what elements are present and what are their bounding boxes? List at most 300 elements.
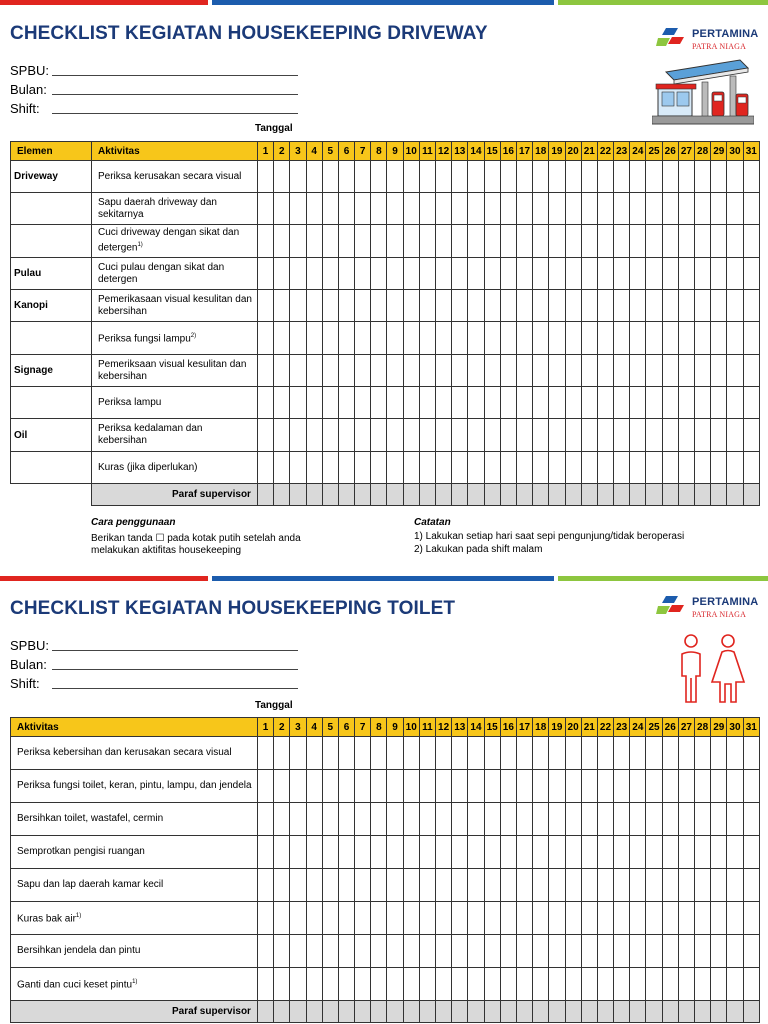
driveway-row-8-day-23-cell[interactable]: [614, 387, 630, 419]
toilet-row-3-day-26-cell[interactable]: [662, 803, 678, 836]
driveway-row-3-day-12-cell[interactable]: [436, 225, 452, 258]
toilet-row-1-day-18-cell[interactable]: [533, 737, 549, 770]
driveway-row-1-day-5-cell[interactable]: [322, 161, 338, 193]
driveway-row-9-day-3-cell[interactable]: [290, 419, 306, 452]
driveway-row-5-day-31-cell[interactable]: [743, 290, 759, 322]
driveway-row-7-day-28-cell[interactable]: [695, 355, 711, 387]
driveway-row-10-day-6-cell[interactable]: [338, 452, 354, 484]
toilet-row-3-day-15-cell[interactable]: [484, 803, 500, 836]
toilet-row-7-day-7-cell[interactable]: [355, 935, 371, 968]
driveway-paraf-day-7-cell[interactable]: [355, 484, 371, 506]
toilet-row-5-day-31-cell[interactable]: [743, 869, 759, 902]
driveway-row-6-day-6-cell[interactable]: [338, 322, 354, 355]
driveway-row-1-day-4-cell[interactable]: [306, 161, 322, 193]
driveway-row-7-day-13-cell[interactable]: [452, 355, 468, 387]
driveway-paraf-day-30-cell[interactable]: [727, 484, 743, 506]
toilet-row-3-day-10-cell[interactable]: [403, 803, 419, 836]
toilet-row-1-day-8-cell[interactable]: [371, 737, 387, 770]
driveway-row-4-day-14-cell[interactable]: [468, 258, 484, 290]
driveway-row-5-day-11-cell[interactable]: [419, 290, 435, 322]
driveway-row-3-day-29-cell[interactable]: [711, 225, 727, 258]
toilet-row-2-day-7-cell[interactable]: [355, 770, 371, 803]
driveway-row-9-day-20-cell[interactable]: [565, 419, 581, 452]
driveway-row-2-day-15-cell[interactable]: [484, 193, 500, 225]
toilet-bulan-field[interactable]: [10, 657, 300, 675]
toilet-row-8-day-27-cell[interactable]: [678, 968, 694, 1001]
toilet-row-8-day-18-cell[interactable]: [533, 968, 549, 1001]
driveway-row-4-day-13-cell[interactable]: [452, 258, 468, 290]
driveway-row-3-day-20-cell[interactable]: [565, 225, 581, 258]
driveway-row-5-day-16-cell[interactable]: [500, 290, 516, 322]
driveway-paraf-day-29-cell[interactable]: [711, 484, 727, 506]
toilet-row-4-day-30-cell[interactable]: [727, 836, 743, 869]
toilet-row-5-day-27-cell[interactable]: [678, 869, 694, 902]
toilet-row-5-day-8-cell[interactable]: [371, 869, 387, 902]
toilet-paraf-day-21-cell[interactable]: [581, 1001, 597, 1023]
driveway-row-8-day-13-cell[interactable]: [452, 387, 468, 419]
toilet-row-6-day-16-cell[interactable]: [500, 902, 516, 935]
driveway-row-4-day-22-cell[interactable]: [597, 258, 613, 290]
driveway-row-1-day-17-cell[interactable]: [516, 161, 532, 193]
toilet-row-2-day-10-cell[interactable]: [403, 770, 419, 803]
driveway-row-7-day-7-cell[interactable]: [355, 355, 371, 387]
driveway-row-8-day-21-cell[interactable]: [581, 387, 597, 419]
toilet-row-7-day-13-cell[interactable]: [452, 935, 468, 968]
toilet-row-3-day-19-cell[interactable]: [549, 803, 565, 836]
driveway-row-6-day-18-cell[interactable]: [533, 322, 549, 355]
driveway-row-7-day-4-cell[interactable]: [306, 355, 322, 387]
toilet-row-8-day-13-cell[interactable]: [452, 968, 468, 1001]
toilet-row-7-day-8-cell[interactable]: [371, 935, 387, 968]
toilet-row-7-day-6-cell[interactable]: [338, 935, 354, 968]
driveway-row-1-day-29-cell[interactable]: [711, 161, 727, 193]
toilet-row-2-day-23-cell[interactable]: [614, 770, 630, 803]
driveway-row-4-day-25-cell[interactable]: [646, 258, 662, 290]
driveway-row-10-day-13-cell[interactable]: [452, 452, 468, 484]
driveway-row-10-day-14-cell[interactable]: [468, 452, 484, 484]
toilet-row-3-day-12-cell[interactable]: [436, 803, 452, 836]
driveway-row-4-day-24-cell[interactable]: [630, 258, 646, 290]
driveway-row-1-day-13-cell[interactable]: [452, 161, 468, 193]
driveway-row-3-day-9-cell[interactable]: [387, 225, 403, 258]
toilet-row-6-day-30-cell[interactable]: [727, 902, 743, 935]
driveway-row-10-day-21-cell[interactable]: [581, 452, 597, 484]
toilet-row-5-day-4-cell[interactable]: [306, 869, 322, 902]
driveway-row-2-day-28-cell[interactable]: [695, 193, 711, 225]
toilet-row-7-day-25-cell[interactable]: [646, 935, 662, 968]
driveway-paraf-day-9-cell[interactable]: [387, 484, 403, 506]
driveway-row-6-day-3-cell[interactable]: [290, 322, 306, 355]
driveway-row-1-day-11-cell[interactable]: [419, 161, 435, 193]
toilet-paraf-day-28-cell[interactable]: [695, 1001, 711, 1023]
toilet-paraf-day-15-cell[interactable]: [484, 1001, 500, 1023]
driveway-row-5-day-20-cell[interactable]: [565, 290, 581, 322]
driveway-row-5-day-18-cell[interactable]: [533, 290, 549, 322]
driveway-paraf-day-21-cell[interactable]: [581, 484, 597, 506]
driveway-row-5-day-12-cell[interactable]: [436, 290, 452, 322]
toilet-paraf-day-13-cell[interactable]: [452, 1001, 468, 1023]
toilet-row-2-day-19-cell[interactable]: [549, 770, 565, 803]
toilet-row-4-day-21-cell[interactable]: [581, 836, 597, 869]
driveway-row-6-day-25-cell[interactable]: [646, 322, 662, 355]
toilet-row-7-day-15-cell[interactable]: [484, 935, 500, 968]
driveway-row-9-day-17-cell[interactable]: [516, 419, 532, 452]
toilet-row-7-day-9-cell[interactable]: [387, 935, 403, 968]
driveway-row-3-day-10-cell[interactable]: [403, 225, 419, 258]
driveway-row-6-day-30-cell[interactable]: [727, 322, 743, 355]
driveway-row-1-day-15-cell[interactable]: [484, 161, 500, 193]
toilet-row-4-day-19-cell[interactable]: [549, 836, 565, 869]
driveway-row-5-day-15-cell[interactable]: [484, 290, 500, 322]
toilet-row-2-day-11-cell[interactable]: [419, 770, 435, 803]
driveway-row-2-day-12-cell[interactable]: [436, 193, 452, 225]
toilet-row-7-day-5-cell[interactable]: [322, 935, 338, 968]
driveway-row-10-day-19-cell[interactable]: [549, 452, 565, 484]
driveway-row-8-day-14-cell[interactable]: [468, 387, 484, 419]
toilet-row-2-day-14-cell[interactable]: [468, 770, 484, 803]
driveway-row-6-day-1-cell[interactable]: [257, 322, 273, 355]
driveway-shift-field[interactable]: [10, 101, 300, 119]
driveway-row-10-day-11-cell[interactable]: [419, 452, 435, 484]
driveway-row-5-day-26-cell[interactable]: [662, 290, 678, 322]
driveway-row-3-day-28-cell[interactable]: [695, 225, 711, 258]
driveway-row-10-day-31-cell[interactable]: [743, 452, 759, 484]
driveway-paraf-day-19-cell[interactable]: [549, 484, 565, 506]
toilet-row-8-day-29-cell[interactable]: [711, 968, 727, 1001]
driveway-paraf-day-8-cell[interactable]: [371, 484, 387, 506]
toilet-row-1-day-27-cell[interactable]: [678, 737, 694, 770]
driveway-row-2-day-24-cell[interactable]: [630, 193, 646, 225]
driveway-row-10-day-3-cell[interactable]: [290, 452, 306, 484]
driveway-row-7-day-9-cell[interactable]: [387, 355, 403, 387]
driveway-row-2-day-25-cell[interactable]: [646, 193, 662, 225]
driveway-row-4-day-21-cell[interactable]: [581, 258, 597, 290]
driveway-row-8-day-17-cell[interactable]: [516, 387, 532, 419]
toilet-row-6-day-13-cell[interactable]: [452, 902, 468, 935]
driveway-row-5-day-4-cell[interactable]: [306, 290, 322, 322]
toilet-paraf-day-10-cell[interactable]: [403, 1001, 419, 1023]
toilet-row-4-day-27-cell[interactable]: [678, 836, 694, 869]
toilet-row-5-day-1-cell[interactable]: [257, 869, 273, 902]
toilet-row-4-day-31-cell[interactable]: [743, 836, 759, 869]
toilet-row-5-day-29-cell[interactable]: [711, 869, 727, 902]
driveway-row-10-day-18-cell[interactable]: [533, 452, 549, 484]
driveway-row-7-day-17-cell[interactable]: [516, 355, 532, 387]
driveway-row-8-day-18-cell[interactable]: [533, 387, 549, 419]
driveway-row-7-day-29-cell[interactable]: [711, 355, 727, 387]
toilet-paraf-day-8-cell[interactable]: [371, 1001, 387, 1023]
toilet-row-1-day-17-cell[interactable]: [516, 737, 532, 770]
driveway-row-8-day-12-cell[interactable]: [436, 387, 452, 419]
driveway-row-4-day-23-cell[interactable]: [614, 258, 630, 290]
driveway-paraf-day-4-cell[interactable]: [306, 484, 322, 506]
driveway-row-2-day-19-cell[interactable]: [549, 193, 565, 225]
driveway-paraf-day-25-cell[interactable]: [646, 484, 662, 506]
driveway-row-2-day-7-cell[interactable]: [355, 193, 371, 225]
toilet-row-1-day-7-cell[interactable]: [355, 737, 371, 770]
toilet-row-2-day-2-cell[interactable]: [274, 770, 290, 803]
driveway-row-5-day-24-cell[interactable]: [630, 290, 646, 322]
driveway-row-7-day-11-cell[interactable]: [419, 355, 435, 387]
driveway-row-2-day-26-cell[interactable]: [662, 193, 678, 225]
driveway-row-9-day-7-cell[interactable]: [355, 419, 371, 452]
toilet-paraf-day-2-cell[interactable]: [274, 1001, 290, 1023]
toilet-paraf-day-14-cell[interactable]: [468, 1001, 484, 1023]
driveway-row-4-day-11-cell[interactable]: [419, 258, 435, 290]
toilet-row-1-day-20-cell[interactable]: [565, 737, 581, 770]
driveway-row-10-day-30-cell[interactable]: [727, 452, 743, 484]
driveway-row-3-day-16-cell[interactable]: [500, 225, 516, 258]
toilet-row-8-day-2-cell[interactable]: [274, 968, 290, 1001]
toilet-row-2-day-25-cell[interactable]: [646, 770, 662, 803]
toilet-row-7-day-28-cell[interactable]: [695, 935, 711, 968]
driveway-row-1-day-31-cell[interactable]: [743, 161, 759, 193]
toilet-row-5-day-25-cell[interactable]: [646, 869, 662, 902]
toilet-row-2-day-28-cell[interactable]: [695, 770, 711, 803]
driveway-row-9-day-11-cell[interactable]: [419, 419, 435, 452]
driveway-row-5-day-7-cell[interactable]: [355, 290, 371, 322]
driveway-row-7-day-14-cell[interactable]: [468, 355, 484, 387]
driveway-row-1-day-12-cell[interactable]: [436, 161, 452, 193]
driveway-row-9-day-28-cell[interactable]: [695, 419, 711, 452]
driveway-row-3-day-8-cell[interactable]: [371, 225, 387, 258]
driveway-row-8-day-19-cell[interactable]: [549, 387, 565, 419]
toilet-row-2-day-20-cell[interactable]: [565, 770, 581, 803]
driveway-row-10-day-22-cell[interactable]: [597, 452, 613, 484]
driveway-paraf-day-17-cell[interactable]: [516, 484, 532, 506]
driveway-row-7-day-27-cell[interactable]: [678, 355, 694, 387]
driveway-row-2-day-3-cell[interactable]: [290, 193, 306, 225]
driveway-row-2-day-10-cell[interactable]: [403, 193, 419, 225]
driveway-row-7-day-5-cell[interactable]: [322, 355, 338, 387]
driveway-row-6-day-15-cell[interactable]: [484, 322, 500, 355]
toilet-row-8-day-14-cell[interactable]: [468, 968, 484, 1001]
driveway-row-2-day-31-cell[interactable]: [743, 193, 759, 225]
driveway-row-10-day-24-cell[interactable]: [630, 452, 646, 484]
driveway-row-2-day-9-cell[interactable]: [387, 193, 403, 225]
toilet-row-1-day-25-cell[interactable]: [646, 737, 662, 770]
driveway-row-7-day-21-cell[interactable]: [581, 355, 597, 387]
driveway-row-6-day-29-cell[interactable]: [711, 322, 727, 355]
toilet-row-2-day-8-cell[interactable]: [371, 770, 387, 803]
driveway-row-9-day-31-cell[interactable]: [743, 419, 759, 452]
driveway-row-8-day-2-cell[interactable]: [274, 387, 290, 419]
toilet-row-6-day-23-cell[interactable]: [614, 902, 630, 935]
driveway-row-9-day-18-cell[interactable]: [533, 419, 549, 452]
toilet-row-8-day-24-cell[interactable]: [630, 968, 646, 1001]
toilet-row-7-day-4-cell[interactable]: [306, 935, 322, 968]
toilet-row-4-day-28-cell[interactable]: [695, 836, 711, 869]
driveway-row-4-day-30-cell[interactable]: [727, 258, 743, 290]
driveway-row-7-day-19-cell[interactable]: [549, 355, 565, 387]
toilet-row-4-day-14-cell[interactable]: [468, 836, 484, 869]
driveway-row-10-day-15-cell[interactable]: [484, 452, 500, 484]
driveway-row-10-day-16-cell[interactable]: [500, 452, 516, 484]
toilet-row-4-day-8-cell[interactable]: [371, 836, 387, 869]
driveway-row-8-day-30-cell[interactable]: [727, 387, 743, 419]
toilet-row-7-day-1-cell[interactable]: [257, 935, 273, 968]
driveway-row-1-day-19-cell[interactable]: [549, 161, 565, 193]
toilet-row-5-day-2-cell[interactable]: [274, 869, 290, 902]
driveway-row-4-day-3-cell[interactable]: [290, 258, 306, 290]
driveway-paraf-day-27-cell[interactable]: [678, 484, 694, 506]
toilet-row-3-day-11-cell[interactable]: [419, 803, 435, 836]
toilet-row-2-day-3-cell[interactable]: [290, 770, 306, 803]
toilet-row-5-day-21-cell[interactable]: [581, 869, 597, 902]
toilet-row-8-day-20-cell[interactable]: [565, 968, 581, 1001]
toilet-row-1-day-22-cell[interactable]: [597, 737, 613, 770]
toilet-row-8-day-17-cell[interactable]: [516, 968, 532, 1001]
driveway-paraf-day-26-cell[interactable]: [662, 484, 678, 506]
driveway-row-4-day-5-cell[interactable]: [322, 258, 338, 290]
driveway-row-5-day-10-cell[interactable]: [403, 290, 419, 322]
driveway-paraf-day-10-cell[interactable]: [403, 484, 419, 506]
driveway-row-10-day-1-cell[interactable]: [257, 452, 273, 484]
driveway-row-8-day-31-cell[interactable]: [743, 387, 759, 419]
driveway-row-7-day-3-cell[interactable]: [290, 355, 306, 387]
toilet-row-4-day-7-cell[interactable]: [355, 836, 371, 869]
driveway-row-2-day-4-cell[interactable]: [306, 193, 322, 225]
driveway-row-9-day-12-cell[interactable]: [436, 419, 452, 452]
toilet-row-1-day-2-cell[interactable]: [274, 737, 290, 770]
driveway-paraf-day-12-cell[interactable]: [436, 484, 452, 506]
driveway-row-6-day-31-cell[interactable]: [743, 322, 759, 355]
toilet-row-6-day-28-cell[interactable]: [695, 902, 711, 935]
driveway-row-3-day-30-cell[interactable]: [727, 225, 743, 258]
toilet-paraf-day-18-cell[interactable]: [533, 1001, 549, 1023]
toilet-row-3-day-13-cell[interactable]: [452, 803, 468, 836]
driveway-row-2-day-29-cell[interactable]: [711, 193, 727, 225]
toilet-row-6-day-24-cell[interactable]: [630, 902, 646, 935]
toilet-row-2-day-5-cell[interactable]: [322, 770, 338, 803]
toilet-row-7-day-31-cell[interactable]: [743, 935, 759, 968]
driveway-row-9-day-29-cell[interactable]: [711, 419, 727, 452]
toilet-row-3-day-22-cell[interactable]: [597, 803, 613, 836]
toilet-row-1-day-11-cell[interactable]: [419, 737, 435, 770]
driveway-row-5-day-13-cell[interactable]: [452, 290, 468, 322]
toilet-row-1-day-4-cell[interactable]: [306, 737, 322, 770]
toilet-row-7-day-3-cell[interactable]: [290, 935, 306, 968]
driveway-row-4-day-1-cell[interactable]: [257, 258, 273, 290]
toilet-row-6-day-2-cell[interactable]: [274, 902, 290, 935]
driveway-row-3-day-1-cell[interactable]: [257, 225, 273, 258]
driveway-row-10-day-26-cell[interactable]: [662, 452, 678, 484]
driveway-row-7-day-20-cell[interactable]: [565, 355, 581, 387]
driveway-row-4-day-15-cell[interactable]: [484, 258, 500, 290]
driveway-row-8-day-15-cell[interactable]: [484, 387, 500, 419]
toilet-row-4-day-13-cell[interactable]: [452, 836, 468, 869]
toilet-row-4-day-20-cell[interactable]: [565, 836, 581, 869]
toilet-row-1-day-31-cell[interactable]: [743, 737, 759, 770]
driveway-row-6-day-22-cell[interactable]: [597, 322, 613, 355]
driveway-row-1-day-2-cell[interactable]: [274, 161, 290, 193]
driveway-row-4-day-10-cell[interactable]: [403, 258, 419, 290]
toilet-row-7-day-19-cell[interactable]: [549, 935, 565, 968]
toilet-paraf-day-9-cell[interactable]: [387, 1001, 403, 1023]
driveway-paraf-day-2-cell[interactable]: [274, 484, 290, 506]
toilet-row-5-day-28-cell[interactable]: [695, 869, 711, 902]
driveway-row-3-day-21-cell[interactable]: [581, 225, 597, 258]
toilet-row-1-day-29-cell[interactable]: [711, 737, 727, 770]
driveway-row-7-day-24-cell[interactable]: [630, 355, 646, 387]
driveway-row-8-day-5-cell[interactable]: [322, 387, 338, 419]
toilet-row-7-day-23-cell[interactable]: [614, 935, 630, 968]
toilet-row-7-day-27-cell[interactable]: [678, 935, 694, 968]
toilet-row-6-day-29-cell[interactable]: [711, 902, 727, 935]
driveway-row-5-day-30-cell[interactable]: [727, 290, 743, 322]
driveway-row-5-day-25-cell[interactable]: [646, 290, 662, 322]
driveway-row-10-day-17-cell[interactable]: [516, 452, 532, 484]
driveway-row-10-day-12-cell[interactable]: [436, 452, 452, 484]
driveway-row-10-day-23-cell[interactable]: [614, 452, 630, 484]
driveway-row-2-day-17-cell[interactable]: [516, 193, 532, 225]
driveway-row-10-day-25-cell[interactable]: [646, 452, 662, 484]
driveway-row-6-day-27-cell[interactable]: [678, 322, 694, 355]
driveway-row-5-day-21-cell[interactable]: [581, 290, 597, 322]
driveway-row-8-day-6-cell[interactable]: [338, 387, 354, 419]
toilet-row-5-day-7-cell[interactable]: [355, 869, 371, 902]
toilet-row-3-day-4-cell[interactable]: [306, 803, 322, 836]
driveway-row-3-day-14-cell[interactable]: [468, 225, 484, 258]
driveway-row-4-day-31-cell[interactable]: [743, 258, 759, 290]
toilet-paraf-day-1-cell[interactable]: [257, 1001, 273, 1023]
toilet-row-1-day-5-cell[interactable]: [322, 737, 338, 770]
toilet-row-4-day-4-cell[interactable]: [306, 836, 322, 869]
driveway-row-2-day-22-cell[interactable]: [597, 193, 613, 225]
toilet-row-2-day-30-cell[interactable]: [727, 770, 743, 803]
driveway-row-3-day-17-cell[interactable]: [516, 225, 532, 258]
toilet-row-7-day-12-cell[interactable]: [436, 935, 452, 968]
driveway-row-2-day-11-cell[interactable]: [419, 193, 435, 225]
driveway-row-2-day-18-cell[interactable]: [533, 193, 549, 225]
toilet-row-7-day-17-cell[interactable]: [516, 935, 532, 968]
driveway-row-8-day-16-cell[interactable]: [500, 387, 516, 419]
toilet-row-4-day-3-cell[interactable]: [290, 836, 306, 869]
toilet-row-2-day-15-cell[interactable]: [484, 770, 500, 803]
toilet-row-5-day-11-cell[interactable]: [419, 869, 435, 902]
toilet-row-6-day-9-cell[interactable]: [387, 902, 403, 935]
toilet-row-2-day-24-cell[interactable]: [630, 770, 646, 803]
toilet-row-4-day-23-cell[interactable]: [614, 836, 630, 869]
driveway-row-3-day-24-cell[interactable]: [630, 225, 646, 258]
driveway-row-8-day-26-cell[interactable]: [662, 387, 678, 419]
toilet-row-6-day-3-cell[interactable]: [290, 902, 306, 935]
driveway-paraf-day-28-cell[interactable]: [695, 484, 711, 506]
toilet-paraf-day-25-cell[interactable]: [646, 1001, 662, 1023]
driveway-row-3-day-7-cell[interactable]: [355, 225, 371, 258]
driveway-row-6-day-9-cell[interactable]: [387, 322, 403, 355]
toilet-row-3-day-8-cell[interactable]: [371, 803, 387, 836]
driveway-row-9-day-10-cell[interactable]: [403, 419, 419, 452]
driveway-row-1-day-21-cell[interactable]: [581, 161, 597, 193]
driveway-row-6-day-2-cell[interactable]: [274, 322, 290, 355]
toilet-row-7-day-11-cell[interactable]: [419, 935, 435, 968]
toilet-row-4-day-12-cell[interactable]: [436, 836, 452, 869]
driveway-row-5-day-8-cell[interactable]: [371, 290, 387, 322]
toilet-row-2-day-12-cell[interactable]: [436, 770, 452, 803]
driveway-row-9-day-13-cell[interactable]: [452, 419, 468, 452]
driveway-row-3-day-13-cell[interactable]: [452, 225, 468, 258]
driveway-paraf-day-3-cell[interactable]: [290, 484, 306, 506]
toilet-row-7-day-29-cell[interactable]: [711, 935, 727, 968]
toilet-row-5-day-14-cell[interactable]: [468, 869, 484, 902]
driveway-row-6-day-5-cell[interactable]: [322, 322, 338, 355]
driveway-row-5-day-2-cell[interactable]: [274, 290, 290, 322]
toilet-row-3-day-23-cell[interactable]: [614, 803, 630, 836]
driveway-row-10-day-9-cell[interactable]: [387, 452, 403, 484]
driveway-row-1-day-16-cell[interactable]: [500, 161, 516, 193]
toilet-row-2-day-13-cell[interactable]: [452, 770, 468, 803]
